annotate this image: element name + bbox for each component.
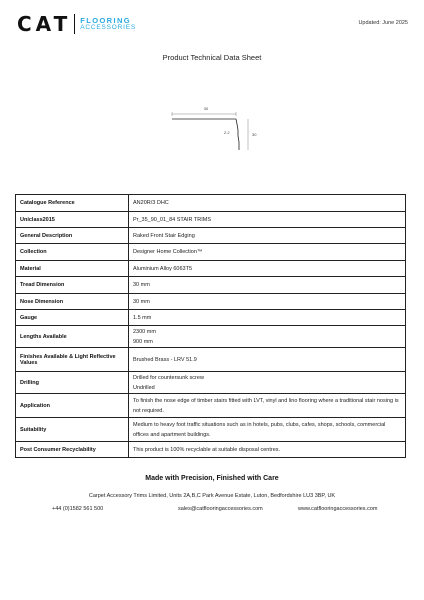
table-row xyxy=(16,310,406,326)
row-label: General Description xyxy=(16,228,129,244)
row-value-line: Raked Front Stair Edging xyxy=(133,232,195,239)
dim-label-top: 30 xyxy=(203,106,209,111)
brand-logo xyxy=(17,14,136,34)
table-row xyxy=(16,394,406,418)
row-label: Collection xyxy=(16,244,129,261)
row-label: Material xyxy=(16,261,129,277)
logo-divider xyxy=(74,14,75,34)
dim-label-right: 30 xyxy=(252,132,257,137)
row-label: Gauge xyxy=(16,310,129,326)
row-value-line: Brushed Brass - LRV 51.9 xyxy=(133,356,197,363)
row-value-line: 30 mm xyxy=(133,298,150,305)
row-value-line: Pr_35_90_01_84 STAIR TRIMS xyxy=(133,216,212,223)
logo-line2: ACCESSORIES xyxy=(80,24,137,31)
row-value-line: This product is 100% recyclable at suitable disposal centres. xyxy=(133,446,281,453)
row-label: Application xyxy=(16,394,129,418)
row-label: Post Consumer Recyclability xyxy=(16,442,129,458)
company-address: Carpet Accessory Trims Limited, Units 2A,B,C Park Avenue Estate, Luton, Bedfordshire LU3 3BP, UK xyxy=(88,493,336,499)
row-value-line: 900 mm xyxy=(133,338,153,345)
row-value xyxy=(129,326,406,348)
email-link[interactable]: sales@catflooringaccessories.com xyxy=(178,506,263,512)
row-value xyxy=(129,394,406,418)
row-value-line: AN20R/3 DHC xyxy=(133,200,169,206)
table-row xyxy=(16,294,406,310)
table-row xyxy=(16,372,406,394)
row-value xyxy=(129,442,406,458)
row-value-line: 1.5 mm xyxy=(133,314,152,321)
row-label: Uniclass2015 xyxy=(16,212,129,228)
row-label: Suitability xyxy=(16,418,129,442)
row-label: Catalogue Reference xyxy=(16,195,129,212)
spec-table xyxy=(15,194,406,458)
profile-nose xyxy=(236,119,239,150)
row-value-line: Designer Home Collection™ xyxy=(133,249,203,255)
row-value-line: To finish the nose edge of timber stairs fitted with LVT, vinyl and lino flooring where a traditional stair nosing is not required. xyxy=(133,397,399,414)
row-value xyxy=(129,372,406,394)
table-row xyxy=(16,418,406,442)
table-row xyxy=(16,348,406,372)
updated-date: Updated: June 2025 xyxy=(358,20,408,26)
logo-subtitle xyxy=(80,17,136,31)
row-value xyxy=(129,195,406,212)
row-label: Finishes Available & Light Reflective Values xyxy=(16,348,129,372)
logo-wordmark: CAT xyxy=(17,12,72,36)
row-value-line: Medium to heavy foot traffic situations such as in hotels, pubs, clubs, cafes, shops, schools, commercial offices and apartment buildings. xyxy=(133,421,386,438)
logo-line1: FLOORING xyxy=(80,16,132,25)
row-value xyxy=(129,348,406,372)
row-value xyxy=(129,310,406,326)
phone-number: +44 (0)1582 561 500 xyxy=(52,506,104,512)
row-label: Drilling xyxy=(16,372,129,394)
table-row xyxy=(16,326,406,348)
page-title: Product Technical Data Sheet xyxy=(162,53,262,62)
row-value-line: Aluminium Alloy 6063T5 xyxy=(133,265,193,272)
tagline: Made with Precision, Finished with Care xyxy=(145,475,279,482)
row-value-line: Undrilled xyxy=(133,384,155,391)
table-row xyxy=(16,261,406,277)
profile-diagram xyxy=(168,100,268,160)
row-label: Nose Dimension xyxy=(16,294,129,310)
row-value-line: 2300 mm xyxy=(133,328,156,335)
row-value xyxy=(129,228,406,244)
row-value xyxy=(129,418,406,442)
row-value xyxy=(129,294,406,310)
table-row xyxy=(16,212,406,228)
spec-table-body xyxy=(16,195,406,458)
row-value xyxy=(129,277,406,294)
table-row xyxy=(16,277,406,294)
website-link[interactable]: www.catflooringaccessories.com xyxy=(298,506,378,512)
dim-label-mid: 2.2 xyxy=(224,130,230,135)
row-label: Lengths Available xyxy=(16,326,129,348)
row-label: Tread Dimension xyxy=(16,277,129,294)
table-row xyxy=(16,195,406,212)
table-row xyxy=(16,228,406,244)
row-value-line: Drilled for countersunk screw xyxy=(133,374,204,381)
row-value xyxy=(129,212,406,228)
row-value-line: 30 mm xyxy=(133,282,150,288)
table-row xyxy=(16,244,406,261)
table-row xyxy=(16,442,406,458)
row-value xyxy=(129,244,406,261)
row-value xyxy=(129,261,406,277)
